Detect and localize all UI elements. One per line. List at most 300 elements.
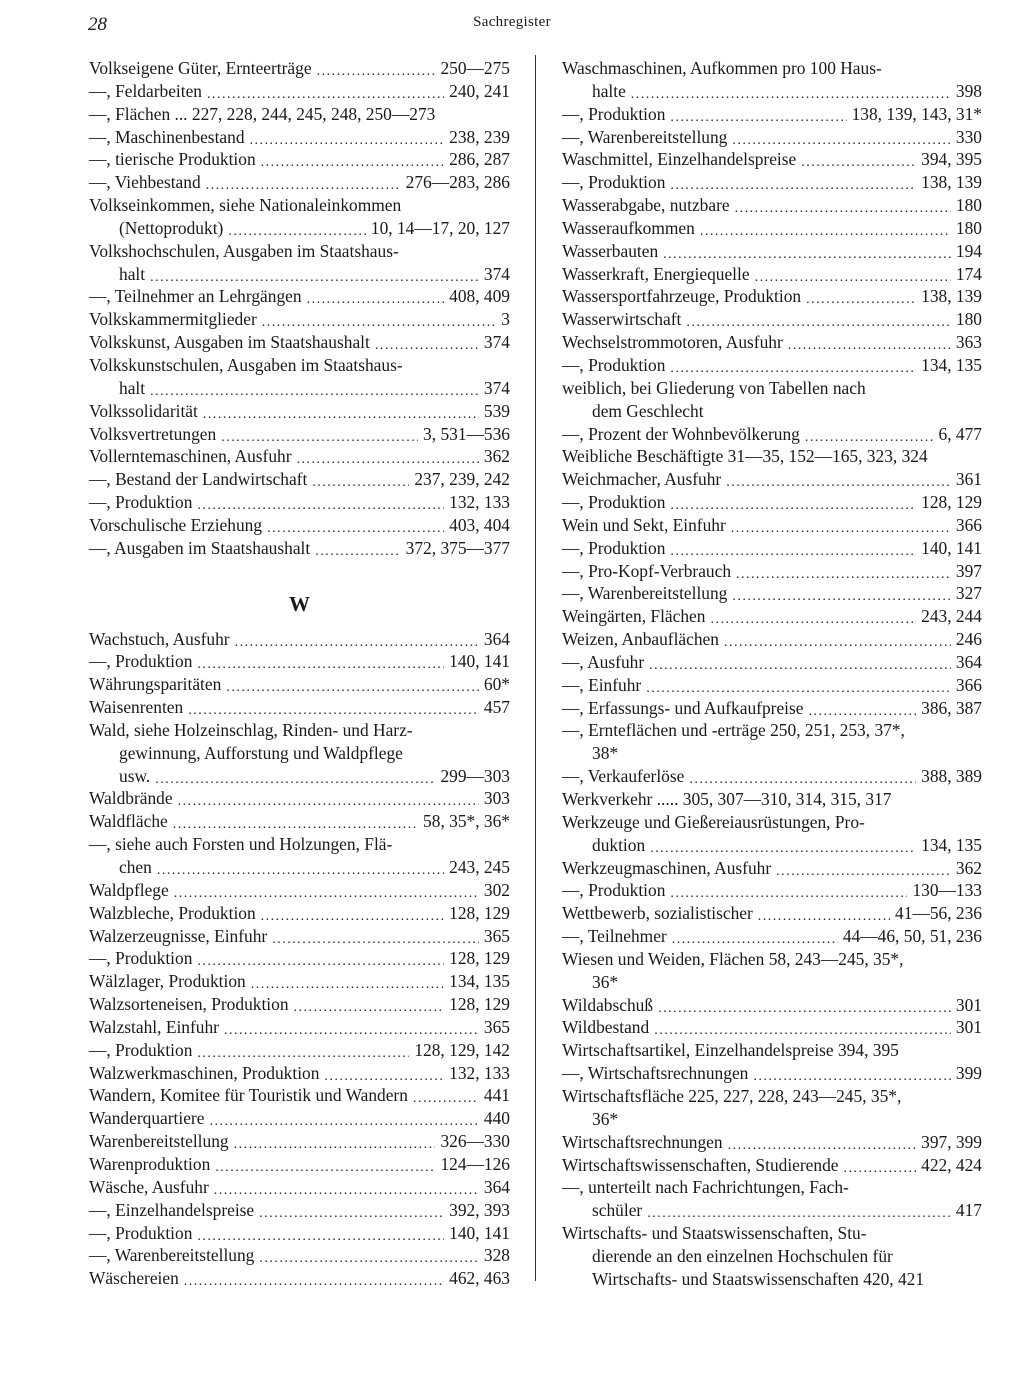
dot-leader (670, 541, 916, 558)
index-entry (89, 1016, 510, 1039)
entry-term: Wasserabgabe, nutzbare (562, 195, 730, 216)
running-title: Sachregister (473, 14, 551, 30)
entry-pages: 397 (955, 560, 982, 581)
entry-pages: 140, 141 (449, 651, 510, 672)
dot-leader (261, 152, 444, 169)
dot-leader (215, 1157, 435, 1174)
entry-term: Weizen, Anbauflächen (562, 629, 719, 650)
entry-pages: 403, 404 (449, 514, 510, 535)
entry-pages: 363 (955, 332, 982, 353)
entry-pages: 374 (483, 332, 510, 353)
index-entry (562, 103, 982, 126)
entry-term: —, Ausfuhr (562, 651, 645, 672)
dot-leader (324, 1066, 444, 1083)
entry-term: Wirtschafts- und Staatswissenschaften, Stu- (562, 1223, 867, 1244)
entry-pages: 240, 241 (449, 80, 510, 101)
dot-leader (732, 586, 951, 603)
entry-term: Weichmacher, Ausfuhr (562, 469, 722, 490)
entry-pages: 243, 245 (449, 857, 510, 877)
entry-pages: 299—303 (440, 765, 510, 786)
dot-leader (307, 289, 445, 306)
dot-leader (844, 1158, 917, 1175)
entry-term: —, Produktion (562, 172, 666, 193)
dot-leader (631, 84, 951, 101)
entry-term: Weibliche Beschäftigte 31—35, 152—165, 323, 324 (562, 446, 928, 467)
index-entry (89, 331, 510, 354)
entry-pages: 327 (955, 583, 982, 604)
entry-pages: 361 (955, 469, 982, 490)
dot-leader (259, 1248, 479, 1265)
entry-term: —, Produktion (562, 103, 666, 124)
entry-pages: 364 (483, 628, 510, 649)
dot-leader (150, 381, 479, 398)
entry-pages: 286, 287 (449, 149, 510, 170)
entry-pages: 417 (955, 1200, 982, 1221)
index-entry (562, 263, 982, 286)
entry-pages: 180 (955, 217, 982, 238)
index-entry (562, 994, 982, 1017)
entry-term: Währungsparitäten (89, 674, 222, 695)
entry-term: Volkskunst, Ausgaben im Staatshaushalt (89, 332, 370, 353)
entry-term: Walzstahl, Einfuhr (89, 1016, 219, 1037)
entry-pages: 388, 389 (921, 766, 982, 787)
entry-term: —, Viehbestand (89, 172, 201, 193)
index-entry (89, 1107, 510, 1130)
entry-term: Waldfläche (89, 811, 168, 832)
entry-term: Wirtschaftsartikel, Einzelhandelspreise 394, 395 (562, 1040, 899, 1061)
entry-pages: 462, 463 (449, 1268, 510, 1289)
entry-pages: 408, 409 (449, 286, 510, 307)
entry-term: Volkskunstschulen, Ausgaben im Staatshaus- (89, 354, 403, 375)
entry-pages: 326—330 (440, 1131, 510, 1152)
entry-term: —, Teilnehmer an Lehrgängen (89, 286, 302, 307)
index-entry (89, 126, 510, 149)
entry-pages: 366 (955, 674, 982, 695)
entry-term: Volksvertretungen (89, 423, 217, 444)
index-entry (562, 331, 982, 354)
entry-pages: 128, 129, 142 (414, 1039, 510, 1060)
entry-pages: 250—275 (440, 58, 510, 78)
index-entry (89, 468, 510, 491)
entry-pages: 128, 129 (449, 994, 510, 1015)
dot-leader (272, 929, 479, 946)
index-entry (89, 1062, 510, 1085)
entry-pages: 134, 135 (921, 354, 982, 375)
dot-leader (197, 654, 444, 671)
index-entry (89, 673, 510, 696)
entry-term: (Nettoprodukt) (119, 217, 224, 238)
dot-leader (294, 997, 445, 1014)
entry-pages: 60* (483, 674, 510, 695)
index-entry (89, 879, 510, 902)
entry-pages: 364 (955, 651, 982, 672)
entry-term: Walzsorteneisen, Produktion (89, 994, 289, 1015)
dot-leader (736, 564, 951, 581)
entry-pages: 539 (483, 400, 510, 421)
index-entry (89, 148, 510, 171)
index-entry (562, 1039, 982, 1062)
entry-term: Wechselstrommotoren, Ausfuhr (562, 332, 783, 353)
entry-term: —, Produktion (89, 492, 193, 513)
entry-pages: 138, 139, 143, 31* (851, 103, 982, 124)
index-entry (562, 1016, 982, 1039)
entry-term: gewinnung, Aufforstung und Waldpflege (119, 742, 403, 763)
index-entry (89, 628, 510, 651)
entry-pages: 362 (955, 857, 982, 878)
dot-leader (214, 1180, 479, 1197)
index-entry (89, 993, 510, 1016)
entry-pages: 124—126 (440, 1153, 510, 1174)
index-column-right (562, 57, 982, 1291)
dot-leader (235, 632, 479, 649)
index-entry (562, 628, 982, 651)
entry-term: —, Einzelhandelspreise (89, 1199, 255, 1220)
index-entry (562, 902, 982, 925)
entry-term: Wildabschuß (562, 994, 654, 1015)
dot-leader (670, 358, 916, 375)
entry-term: Weingärten, Flächen (562, 606, 706, 627)
entry-term: Waschmittel, Einzelhandelspreise (562, 149, 797, 170)
entry-term: Volkssolidarität (89, 400, 198, 421)
dot-leader (178, 791, 479, 808)
entry-term: —, Produktion (89, 948, 193, 969)
entry-term: —, Bestand der Landwirtschaft (89, 469, 308, 490)
entry-pages: 3, 531—536 (423, 423, 510, 444)
entry-term: duktion (592, 834, 646, 855)
dot-leader (155, 769, 435, 786)
entry-pages: 44—46, 50, 51, 236 (842, 926, 982, 947)
entry-pages: 180 (955, 195, 982, 216)
entry-pages: 134, 135 (921, 834, 982, 855)
index-entry (562, 285, 982, 308)
index-entry (562, 811, 982, 857)
entry-term: —, Feldarbeiten (89, 80, 203, 101)
dot-leader (806, 289, 916, 306)
entry-term: —, Verkauferlöse (562, 766, 685, 787)
entry-pages: 372, 375—377 (405, 537, 510, 558)
index-entry (89, 1222, 510, 1245)
entry-pages: 440 (483, 1108, 510, 1129)
entry-term: Werkzeugmaschinen, Ausfuhr (562, 857, 772, 878)
dot-leader (700, 221, 951, 238)
index-entry (562, 1154, 982, 1177)
index-entry (562, 148, 982, 171)
index-entry (562, 651, 982, 674)
dot-leader (250, 130, 445, 147)
index-entry (89, 80, 510, 103)
dot-leader (267, 518, 444, 535)
entry-term: —, tierische Produktion (89, 149, 256, 170)
entry-term: Vorschulische Erziehung (89, 514, 263, 535)
entry-pages: 330 (955, 126, 982, 147)
entry-pages: 302 (483, 879, 510, 900)
index-entry (89, 1153, 510, 1176)
entry-term: —, Ernteflächen und -erträge 250, 251, 253, 37*, (562, 720, 905, 741)
dot-leader (234, 1134, 436, 1151)
index-entry (562, 948, 982, 994)
entry-term: —, unterteilt nach Fachrichtungen, Fach- (562, 1177, 849, 1198)
index-entry (562, 719, 982, 765)
entry-term: 38* (592, 743, 619, 764)
index-entry (89, 947, 510, 970)
index-entry (562, 354, 982, 377)
dot-leader (375, 335, 479, 352)
entry-pages: 140, 141 (449, 1222, 510, 1243)
entry-term: 36* (592, 971, 619, 992)
entry-term: Wasserkraft, Energiequelle (562, 263, 750, 284)
index-entry (89, 719, 510, 788)
dot-leader (728, 1135, 917, 1152)
entry-pages: 128, 129 (449, 948, 510, 969)
entry-term: —, Pro-Kopf-Verbrauch (562, 560, 732, 581)
dot-leader (251, 974, 444, 991)
entry-pages: 128, 129 (449, 902, 510, 923)
dot-leader (658, 998, 951, 1015)
index-entry (562, 377, 982, 423)
index-entry (562, 1062, 982, 1085)
index-entry (562, 171, 982, 194)
entry-term: Waldpflege (89, 879, 169, 900)
entry-pages: 397, 399 (921, 1131, 982, 1152)
dot-leader (259, 1203, 444, 1220)
entry-term: halt (119, 263, 146, 284)
index-entry (562, 560, 982, 583)
dot-leader (670, 107, 846, 124)
dot-leader (228, 221, 366, 238)
dot-leader (209, 1111, 478, 1128)
entry-term: —, Warenbereitstellung (89, 1245, 255, 1266)
entry-term: —, Produktion (89, 1222, 193, 1243)
entry-term: Warenproduktion (89, 1153, 211, 1174)
index-entry (562, 765, 982, 788)
entry-pages: 399 (955, 1063, 982, 1084)
entry-pages: 362 (483, 446, 510, 467)
entry-term: dem Geschlecht (592, 400, 704, 421)
index-entry (89, 650, 510, 673)
index-entry (89, 400, 510, 423)
dot-leader (197, 951, 444, 968)
entry-term: Wasserbauten (562, 240, 659, 261)
index-entry (89, 57, 510, 80)
index-entry (89, 1267, 510, 1290)
dot-leader (297, 449, 479, 466)
dot-leader (654, 1020, 951, 1037)
index-entry (562, 925, 982, 948)
dot-leader (206, 175, 401, 192)
index-entry (562, 217, 982, 240)
dot-leader (805, 427, 934, 444)
dot-leader (184, 1271, 444, 1288)
dot-leader (203, 404, 479, 421)
entry-term: Werkverkehr ..... 305, 307—310, 314, 315, 317 (562, 789, 892, 809)
index-entry (562, 1131, 982, 1154)
page-number: 28 (88, 14, 107, 35)
index-entry (562, 537, 982, 560)
index-entry (562, 582, 982, 605)
entry-pages: 328 (483, 1245, 510, 1266)
entry-pages: 237, 239, 242 (414, 469, 510, 490)
entry-pages: 134, 135 (449, 971, 510, 992)
entry-term: Walzwerkmaschinen, Produktion (89, 1062, 320, 1083)
entry-term: Volkseigene Güter, Ernteerträge (89, 58, 312, 78)
entry-term: —, Warenbereitstellung (562, 583, 728, 604)
entry-term: Wald, siehe Holzeinschlag, Rinden- und Harz- (89, 719, 413, 740)
entry-pages: 246 (955, 629, 982, 650)
dot-leader (197, 1043, 409, 1060)
entry-pages: 238, 239 (449, 126, 510, 147)
index-entry (562, 468, 982, 491)
index-entry (89, 537, 510, 560)
entry-term: Wäsche, Ausfuhr (89, 1176, 209, 1197)
dot-leader (801, 152, 916, 169)
entry-term: Wirtschaftswissenschaften, Studierende (562, 1154, 839, 1175)
entry-pages: 132, 133 (449, 1062, 510, 1083)
entry-term: Volkshochschulen, Ausgaben im Staatshaus- (89, 240, 399, 261)
entry-pages: 132, 133 (449, 492, 510, 513)
index-entry (562, 57, 982, 103)
dot-leader (663, 244, 951, 261)
index-entry (89, 171, 510, 194)
index-entry (562, 240, 982, 263)
entry-term: —, Wirtschaftsrechnungen (562, 1063, 749, 1084)
dot-leader (710, 609, 916, 626)
entry-term: weiblich, bei Gliederung von Tabellen nach (562, 377, 866, 398)
entry-term: —, Produktion (562, 537, 666, 558)
index-entry (562, 605, 982, 628)
entry-term: Wildbestand (562, 1017, 650, 1038)
entry-term: —, Prozent der Wohnbevölkerung (562, 423, 800, 444)
entry-term: halt (119, 377, 146, 398)
index-entry (89, 103, 510, 126)
dot-leader (776, 861, 951, 878)
entry-term: Vollerntemaschinen, Ausfuhr (89, 446, 292, 467)
entry-term: Walzbleche, Produktion (89, 902, 256, 923)
index-entry (562, 1222, 982, 1291)
dot-leader (755, 267, 951, 284)
dot-leader (317, 61, 436, 78)
dot-leader (413, 1088, 479, 1105)
dot-leader (731, 518, 951, 535)
dot-leader (650, 838, 916, 855)
entry-pages: 10, 14—17, 20, 127 (370, 217, 510, 238)
index-entry (89, 1244, 510, 1267)
entry-term: Wein und Sekt, Einfuhr (562, 514, 726, 535)
entry-term: Wasserwirtschaft (562, 309, 682, 330)
entry-term: —, Produktion (562, 492, 666, 513)
dot-leader (646, 678, 951, 695)
dot-leader (221, 427, 418, 444)
dot-leader (150, 267, 479, 284)
dot-leader (808, 701, 916, 718)
entry-pages: 140, 141 (921, 537, 982, 558)
index-entry (89, 1084, 510, 1107)
index-entry (562, 1176, 982, 1222)
index-entry (562, 879, 982, 902)
dot-leader (647, 1203, 951, 1220)
entry-pages: 392, 393 (449, 1199, 510, 1220)
index-entry (89, 491, 510, 514)
entry-term: —, Einfuhr (562, 674, 642, 695)
entry-term: Waisenrenten (89, 697, 184, 718)
entry-term: dierende an den einzelnen Hochschulen für (592, 1245, 893, 1266)
dot-leader (226, 677, 479, 694)
entry-term: Wirtschaftsrechnungen (562, 1131, 723, 1152)
dot-leader (672, 929, 838, 946)
entry-pages: 174 (955, 263, 982, 284)
entry-term: —, Produktion (89, 651, 193, 672)
index-entry (562, 308, 982, 331)
index-entry (89, 445, 510, 468)
entry-pages: 128, 129 (921, 492, 982, 513)
entry-term: —, Maschinenbestand (89, 126, 245, 147)
index-entry (562, 423, 982, 446)
column-divider (535, 55, 536, 1281)
index-entry (89, 810, 510, 833)
entry-pages: 3 (501, 309, 510, 330)
entry-term: —, Produktion (562, 354, 666, 375)
dot-leader (735, 198, 951, 215)
dot-leader (670, 175, 916, 192)
entry-pages: 301 (955, 994, 982, 1015)
entry-term: Wettbewerb, sozialistischer (562, 903, 753, 924)
entry-pages: 138, 139 (921, 286, 982, 307)
dot-leader (732, 130, 951, 147)
entry-term: —, Erfassungs- und Aufkaufpreise (562, 697, 804, 718)
section-letter: W (289, 591, 310, 616)
index-entry (562, 857, 982, 880)
entry-pages: 457 (483, 697, 510, 718)
entry-term: Waschmaschinen, Aufkommen pro 100 Haus- (562, 58, 882, 78)
entry-pages: 301 (955, 1017, 982, 1038)
dot-leader (758, 906, 890, 923)
dot-leader (689, 769, 916, 786)
index-entry (562, 788, 982, 811)
dot-leader (649, 655, 951, 672)
entry-pages: 138, 139 (921, 172, 982, 193)
index-entry (562, 194, 982, 217)
entry-pages: 6, 477 (938, 423, 982, 444)
dot-leader (315, 541, 400, 558)
index-entry (89, 308, 510, 331)
entry-pages: 303 (483, 788, 510, 809)
entry-term: Volkseinkommen, siehe Nationaleinkommen (89, 195, 402, 216)
entry-term: schüler (592, 1200, 643, 1221)
index-entry (89, 1039, 510, 1062)
dot-leader (173, 814, 418, 831)
entry-pages: 422, 424 (921, 1154, 982, 1175)
index-entry (89, 925, 510, 948)
dot-leader (753, 1066, 951, 1083)
entry-term: halte (592, 80, 626, 101)
entry-pages: 130—133 (912, 880, 982, 901)
entry-term: —, Ausgaben im Staatshaushalt (89, 537, 311, 558)
index-entry (89, 970, 510, 993)
dot-leader (670, 495, 916, 512)
index-entry (89, 285, 510, 308)
entry-term: Wachstuch, Ausfuhr (89, 628, 230, 649)
entry-pages: 276—283, 286 (405, 172, 510, 193)
entry-pages: 41—56, 236 (895, 903, 982, 924)
entry-pages: 374 (483, 263, 510, 284)
entry-pages: 441 (483, 1085, 510, 1106)
entry-pages: 365 (483, 925, 510, 946)
entry-term: Wandern, Komitee für Touristik und Wandern (89, 1085, 408, 1106)
dot-leader (207, 84, 444, 101)
index-entry (89, 833, 510, 879)
index-entry (562, 514, 982, 537)
index-column-left (89, 57, 510, 1290)
entry-pages: 386, 387 (921, 697, 982, 718)
